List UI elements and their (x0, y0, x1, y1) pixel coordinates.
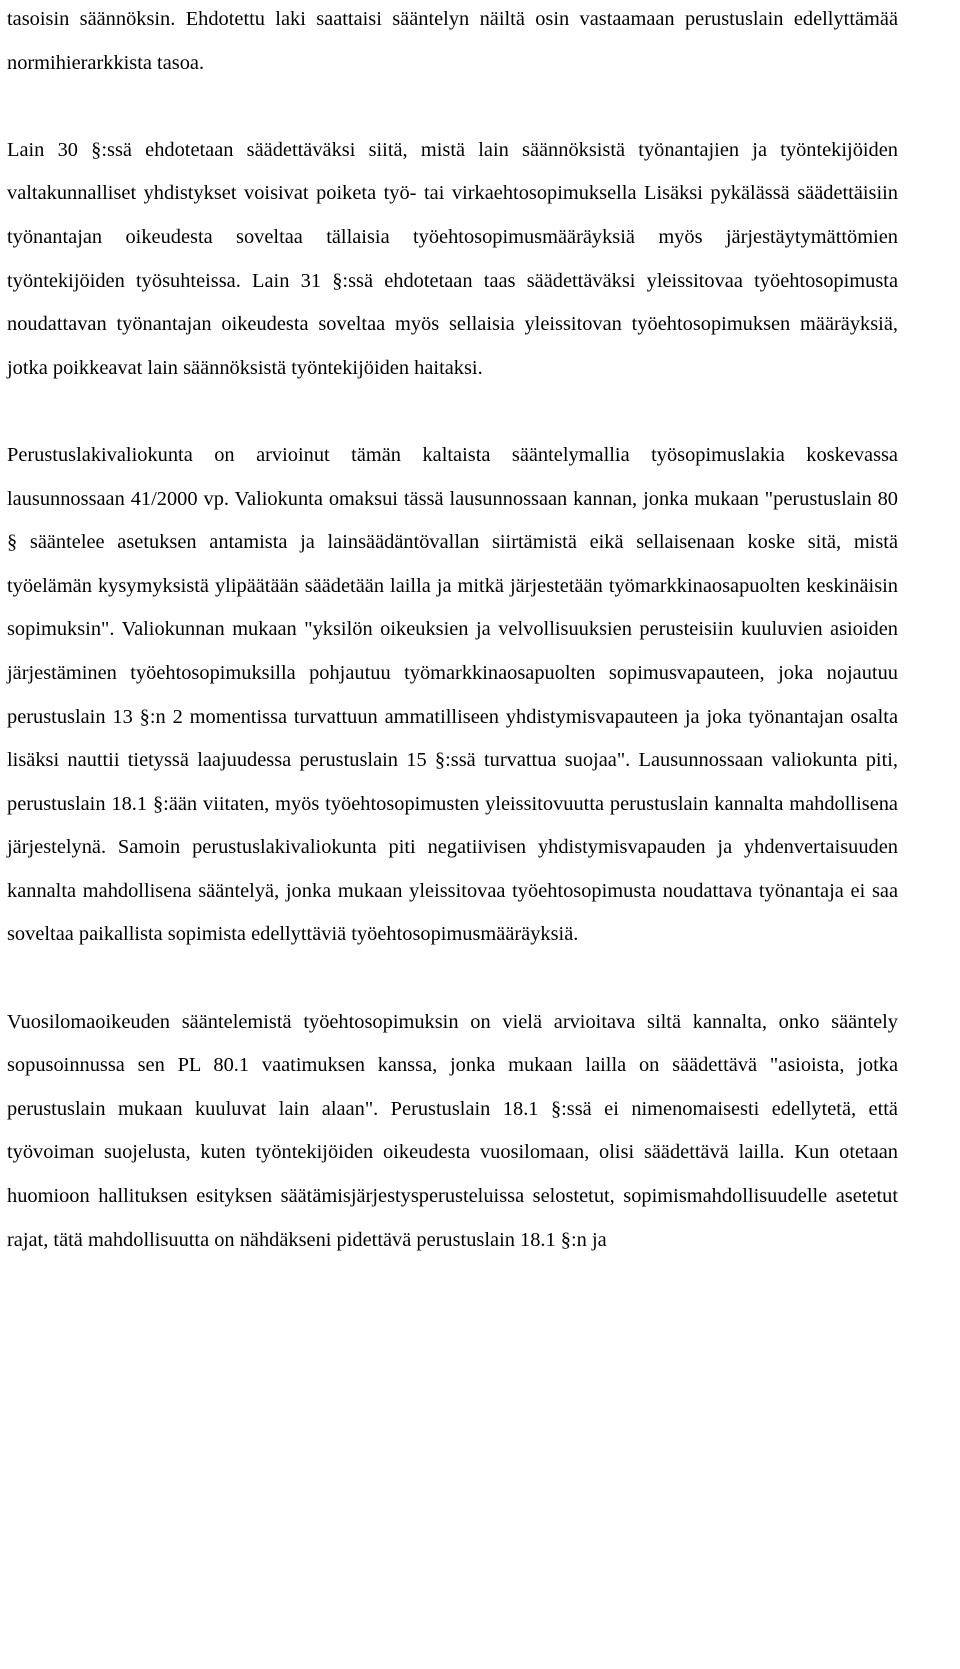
paragraph-3: Perustuslakivaliokunta on arvioinut tämän kaltaista sääntelymallia työsopimuslakia koskevassa lausunnossaan 41/2000 vp. Valiokunta omaksui tässä lausunnossaan kannan, jonka mukaan "perustuslain 80 § sääntelee asetuksen antamista ja lainsäädäntövallan siirtämistä eikä sellaisenaan koske sitä, mistä työelämän kysymyksistä ylipäätään säädetään lailla ja mitkä järjestetään työmarkkinaosapuolten keskinäisin sopimuksin". Valiokunnan mukaan "yksilön oikeuksien ja velvollisuuksien perusteisiin kuuluvien asioiden järjestäminen työehtosopimuksilla pohjautuu työmarkkinaosapuolten sopimusvapauteen, joka nojautuu perustuslain 13 §:n 2 momentissa turvattuun ammatilliseen yhdistymisvapauteen ja joka työnantajan osalta lisäksi nauttii tietyssä laajuudessa perustuslain 15 §:ssä turvattua suojaa". Lausunnossaan valiokunta piti, perustuslain 18.1 §:ään viitaten, myös työehtosopimusten yleissitovuutta perustuslain kannalta mahdollisena järjestelynä. Samoin perustuslakivaliokunta piti negatiivisen yhdistymisvapauden ja yhdenvertaisuuden kannalta mahdollisena sääntelyä, jonka mukaan yleissitovaa työehtosopimusta noudattava työnantaja ei saa soveltaa paikallista sopimista edellyttäviä työehtosopimusmääräyksiä. (7, 443, 898, 946)
paragraph-4: Vuosilomaoikeuden sääntelemistä työehtosopimuksin on vielä arvioitava siltä kannalta, onko sääntely sopusoinnussa sen PL 80.1 vaatimuksen kanssa, jonka mukaan lailla on säädettävä "asioista, jotka perustuslain mukaan kuuluvat lain alaan". Perustuslain 18.1 §:ssä ei nimenomaisesti edellytetä, että työvoiman suojelusta, kuten työntekijöiden oikeudesta vuosilomaan, olisi säädettävä lailla. Kun otetaan huomioon hallituksen esityksen säätämisjärjestysperusteluissa selostetut, sopimismahdollisuudelle asetetut rajat, tätä mahdollisuutta on nähdäkseni pidettävä perustuslain 18.1 §:n ja (7, 1010, 898, 1251)
paragraph-2: Lain 30 §:ssä ehdotetaan säädettäväksi siitä, mistä lain säännöksistä työnantajien ja työntekijöiden valtakunnalliset yhdistykset voisivat poiketa työ- tai virkaehtosopimuksella Lisäksi pykälässä säädettäisiin työnantajan oikeudesta soveltaa tällaisia työehtosopimusmääräyksiä myös järjestäytymättömien työntekijöiden työsuhteissa. Lain 31 §:ssä ehdotetaan taas säädettäväksi yleissitovaa työehtosopimusta noudattavan työnantajan oikeudesta soveltaa myös sellaisia yleissitovan työehtosopimuksen määräyksiä, jotka poikkeavat lain säännöksistä työntekijöiden haitaksi. (7, 138, 898, 379)
paragraph-1: tasoisin säännöksin. Ehdotettu laki saattaisi sääntelyn näiltä osin vastaamaan perustuslain edellyttämää normihierarkkista tasoa. (7, 8, 898, 74)
document-page (7, 0, 898, 1262)
